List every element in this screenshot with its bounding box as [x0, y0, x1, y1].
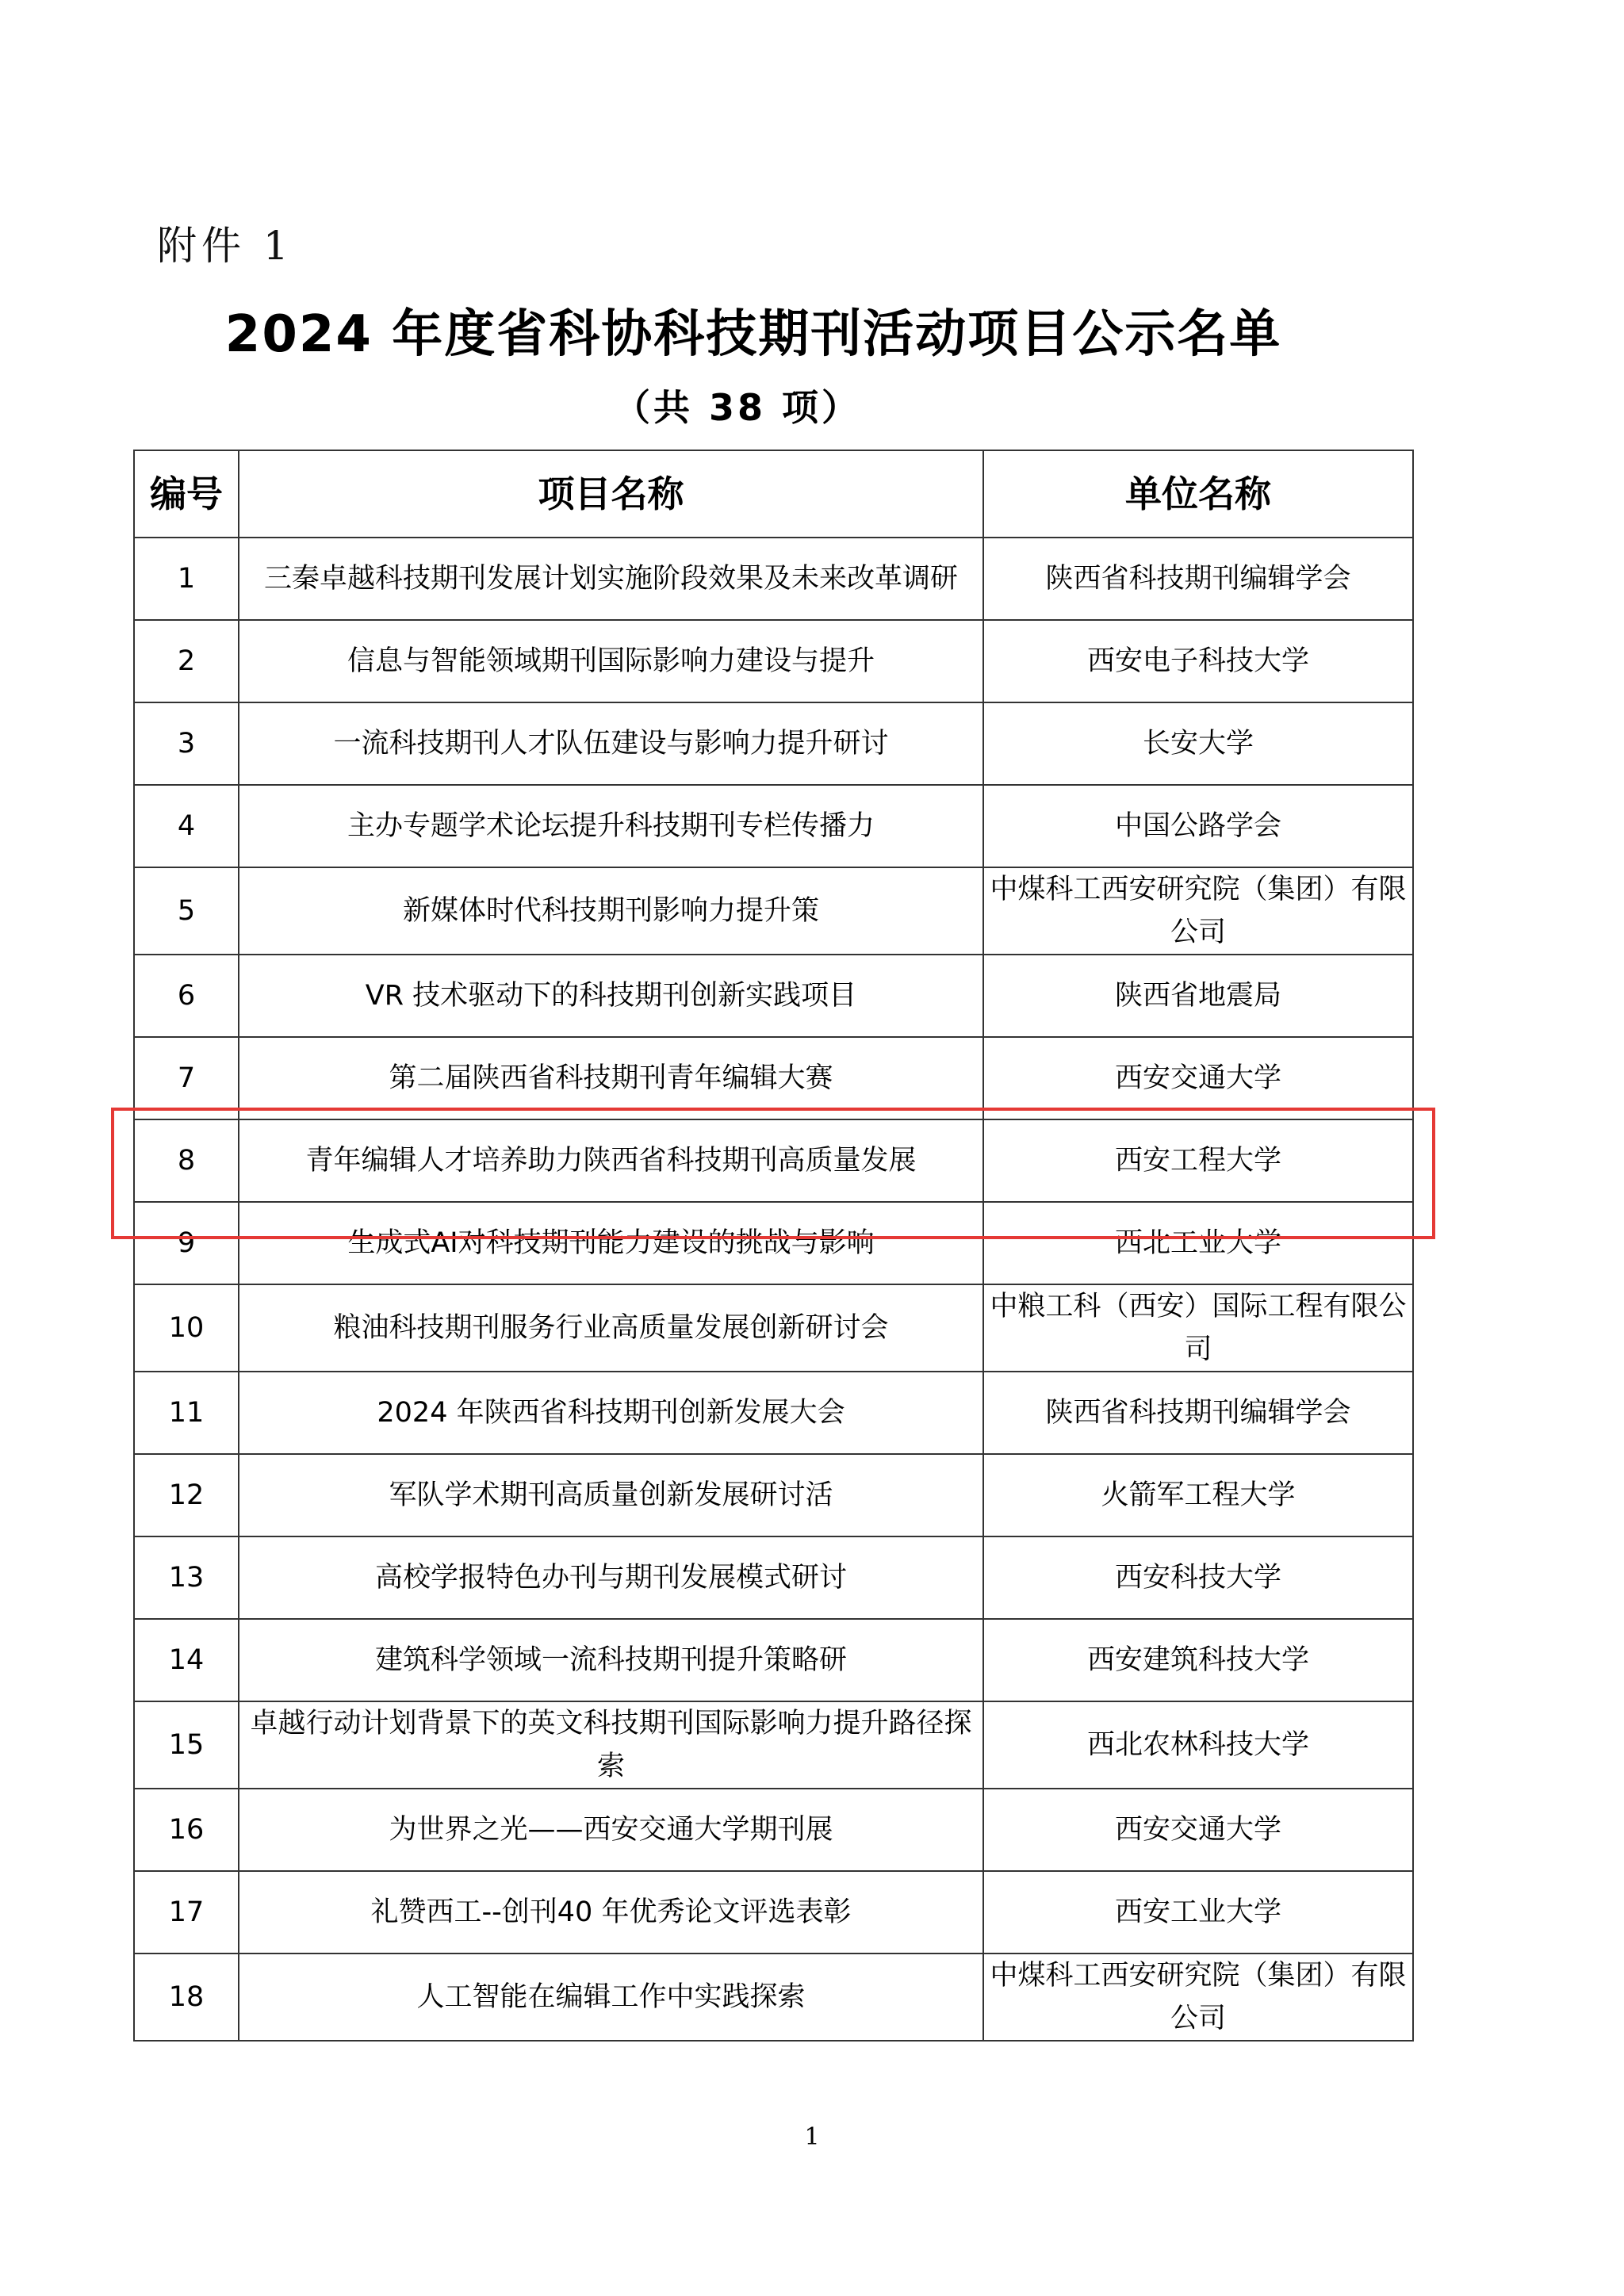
row-number: 7 — [134, 1037, 239, 1119]
row-number: 4 — [134, 785, 239, 867]
row-project: 高校学报特色办刊与期刊发展模式研讨 — [239, 1536, 983, 1619]
table-row — [134, 867, 1413, 955]
table-row-highlighted — [134, 1119, 1413, 1202]
table-row — [134, 1037, 1413, 1119]
row-unit: 西安科技大学 — [983, 1536, 1413, 1619]
header-unit-name: 单位名称 — [983, 450, 1413, 538]
row-unit: 西安工程大学 — [983, 1119, 1413, 1202]
row-project: 新媒体时代科技期刊影响力提升策 — [239, 867, 983, 955]
row-project: 人工智能在编辑工作中实践探索 — [239, 1954, 983, 2041]
table-row — [134, 1372, 1413, 1454]
row-number: 8 — [134, 1119, 239, 1202]
row-number: 5 — [134, 867, 239, 955]
table-row — [134, 1619, 1413, 1701]
row-project: 一流科技期刊人才队伍建设与影响力提升研讨 — [239, 702, 983, 785]
row-number: 11 — [134, 1372, 239, 1454]
row-project: 生成式AI对科技期刊能力建设的挑战与影响 — [239, 1202, 983, 1284]
row-number: 6 — [134, 955, 239, 1037]
row-project: VR 技术驱动下的科技期刊创新实践项目 — [239, 955, 983, 1037]
page-number: 1 — [804, 2123, 820, 2151]
row-project: 第二届陕西省科技期刊青年编辑大赛 — [239, 1037, 983, 1119]
table-row — [134, 538, 1413, 620]
row-unit: 西安交通大学 — [983, 1037, 1413, 1119]
row-number: 10 — [134, 1284, 239, 1372]
row-unit: 西安工业大学 — [983, 1871, 1413, 1954]
row-project: 礼赞西工--创刊40 年优秀论文评选表彰 — [239, 1871, 983, 1954]
row-number: 9 — [134, 1202, 239, 1284]
row-unit: 中煤科工西安研究院（集团）有限公司 — [983, 867, 1413, 955]
row-number: 1 — [134, 538, 239, 620]
document-title: 2024 年度省科协科技期刊活动项目公示名单 — [224, 305, 1282, 364]
table-row — [134, 1454, 1413, 1536]
table-row — [134, 1701, 1413, 1789]
row-number: 16 — [134, 1789, 239, 1871]
row-number: 3 — [134, 702, 239, 785]
row-number: 18 — [134, 1954, 239, 2041]
row-project: 信息与智能领域期刊国际影响力建设与提升 — [239, 620, 983, 702]
header-project-name: 项目名称 — [239, 450, 983, 538]
row-unit: 火箭军工程大学 — [983, 1454, 1413, 1536]
row-unit: 西北工业大学 — [983, 1202, 1413, 1284]
row-unit: 西安电子科技大学 — [983, 620, 1413, 702]
table-header-row — [134, 450, 1413, 538]
table-row — [134, 1202, 1413, 1284]
table-row — [134, 785, 1413, 867]
row-number: 12 — [134, 1454, 239, 1536]
table-row — [134, 1536, 1413, 1619]
row-unit: 中煤科工西安研究院（集团）有限公司 — [983, 1954, 1413, 2041]
table-row — [134, 620, 1413, 702]
table-row — [134, 955, 1413, 1037]
attachment-label: 附件 1 — [157, 223, 293, 269]
row-number: 13 — [134, 1536, 239, 1619]
table-row — [134, 1954, 1413, 2041]
table-row — [134, 1789, 1413, 1871]
row-unit: 陕西省科技期刊编辑学会 — [983, 1372, 1413, 1454]
row-number: 14 — [134, 1619, 239, 1701]
row-project: 军队学术期刊高质量创新发展研讨活 — [239, 1454, 983, 1536]
row-unit: 西北农林科技大学 — [983, 1701, 1413, 1789]
row-project: 主办专题学术论坛提升科技期刊专栏传播力 — [239, 785, 983, 867]
header-number: 编号 — [134, 450, 239, 538]
table-row — [134, 1284, 1413, 1372]
row-project: 粮油科技期刊服务行业高质量发展创新研讨会 — [239, 1284, 983, 1372]
row-unit: 陕西省地震局 — [983, 955, 1413, 1037]
project-table — [133, 450, 1414, 2042]
row-unit: 长安大学 — [983, 702, 1413, 785]
document-subtitle: （共 38 项） — [613, 386, 862, 429]
table-row — [134, 1871, 1413, 1954]
row-project: 2024 年陕西省科技期刊创新发展大会 — [239, 1372, 983, 1454]
row-number: 15 — [134, 1701, 239, 1789]
row-unit: 西安建筑科技大学 — [983, 1619, 1413, 1701]
row-project: 青年编辑人才培养助力陕西省科技期刊高质量发展 — [239, 1119, 983, 1202]
row-number: 2 — [134, 620, 239, 702]
table-row — [134, 702, 1413, 785]
row-unit: 中粮工科（西安）国际工程有限公司 — [983, 1284, 1413, 1372]
row-project: 建筑科学领域一流科技期刊提升策略研 — [239, 1619, 983, 1701]
row-unit: 陕西省科技期刊编辑学会 — [983, 538, 1413, 620]
row-unit: 中国公路学会 — [983, 785, 1413, 867]
row-number: 17 — [134, 1871, 239, 1954]
row-unit: 西安交通大学 — [983, 1789, 1413, 1871]
row-project: 三秦卓越科技期刊发展计划实施阶段效果及未来改革调研 — [239, 538, 983, 620]
row-project: 卓越行动计划背景下的英文科技期刊国际影响力提升路径探索 — [239, 1701, 983, 1789]
row-project: 为世界之光——西安交通大学期刊展 — [239, 1789, 983, 1871]
